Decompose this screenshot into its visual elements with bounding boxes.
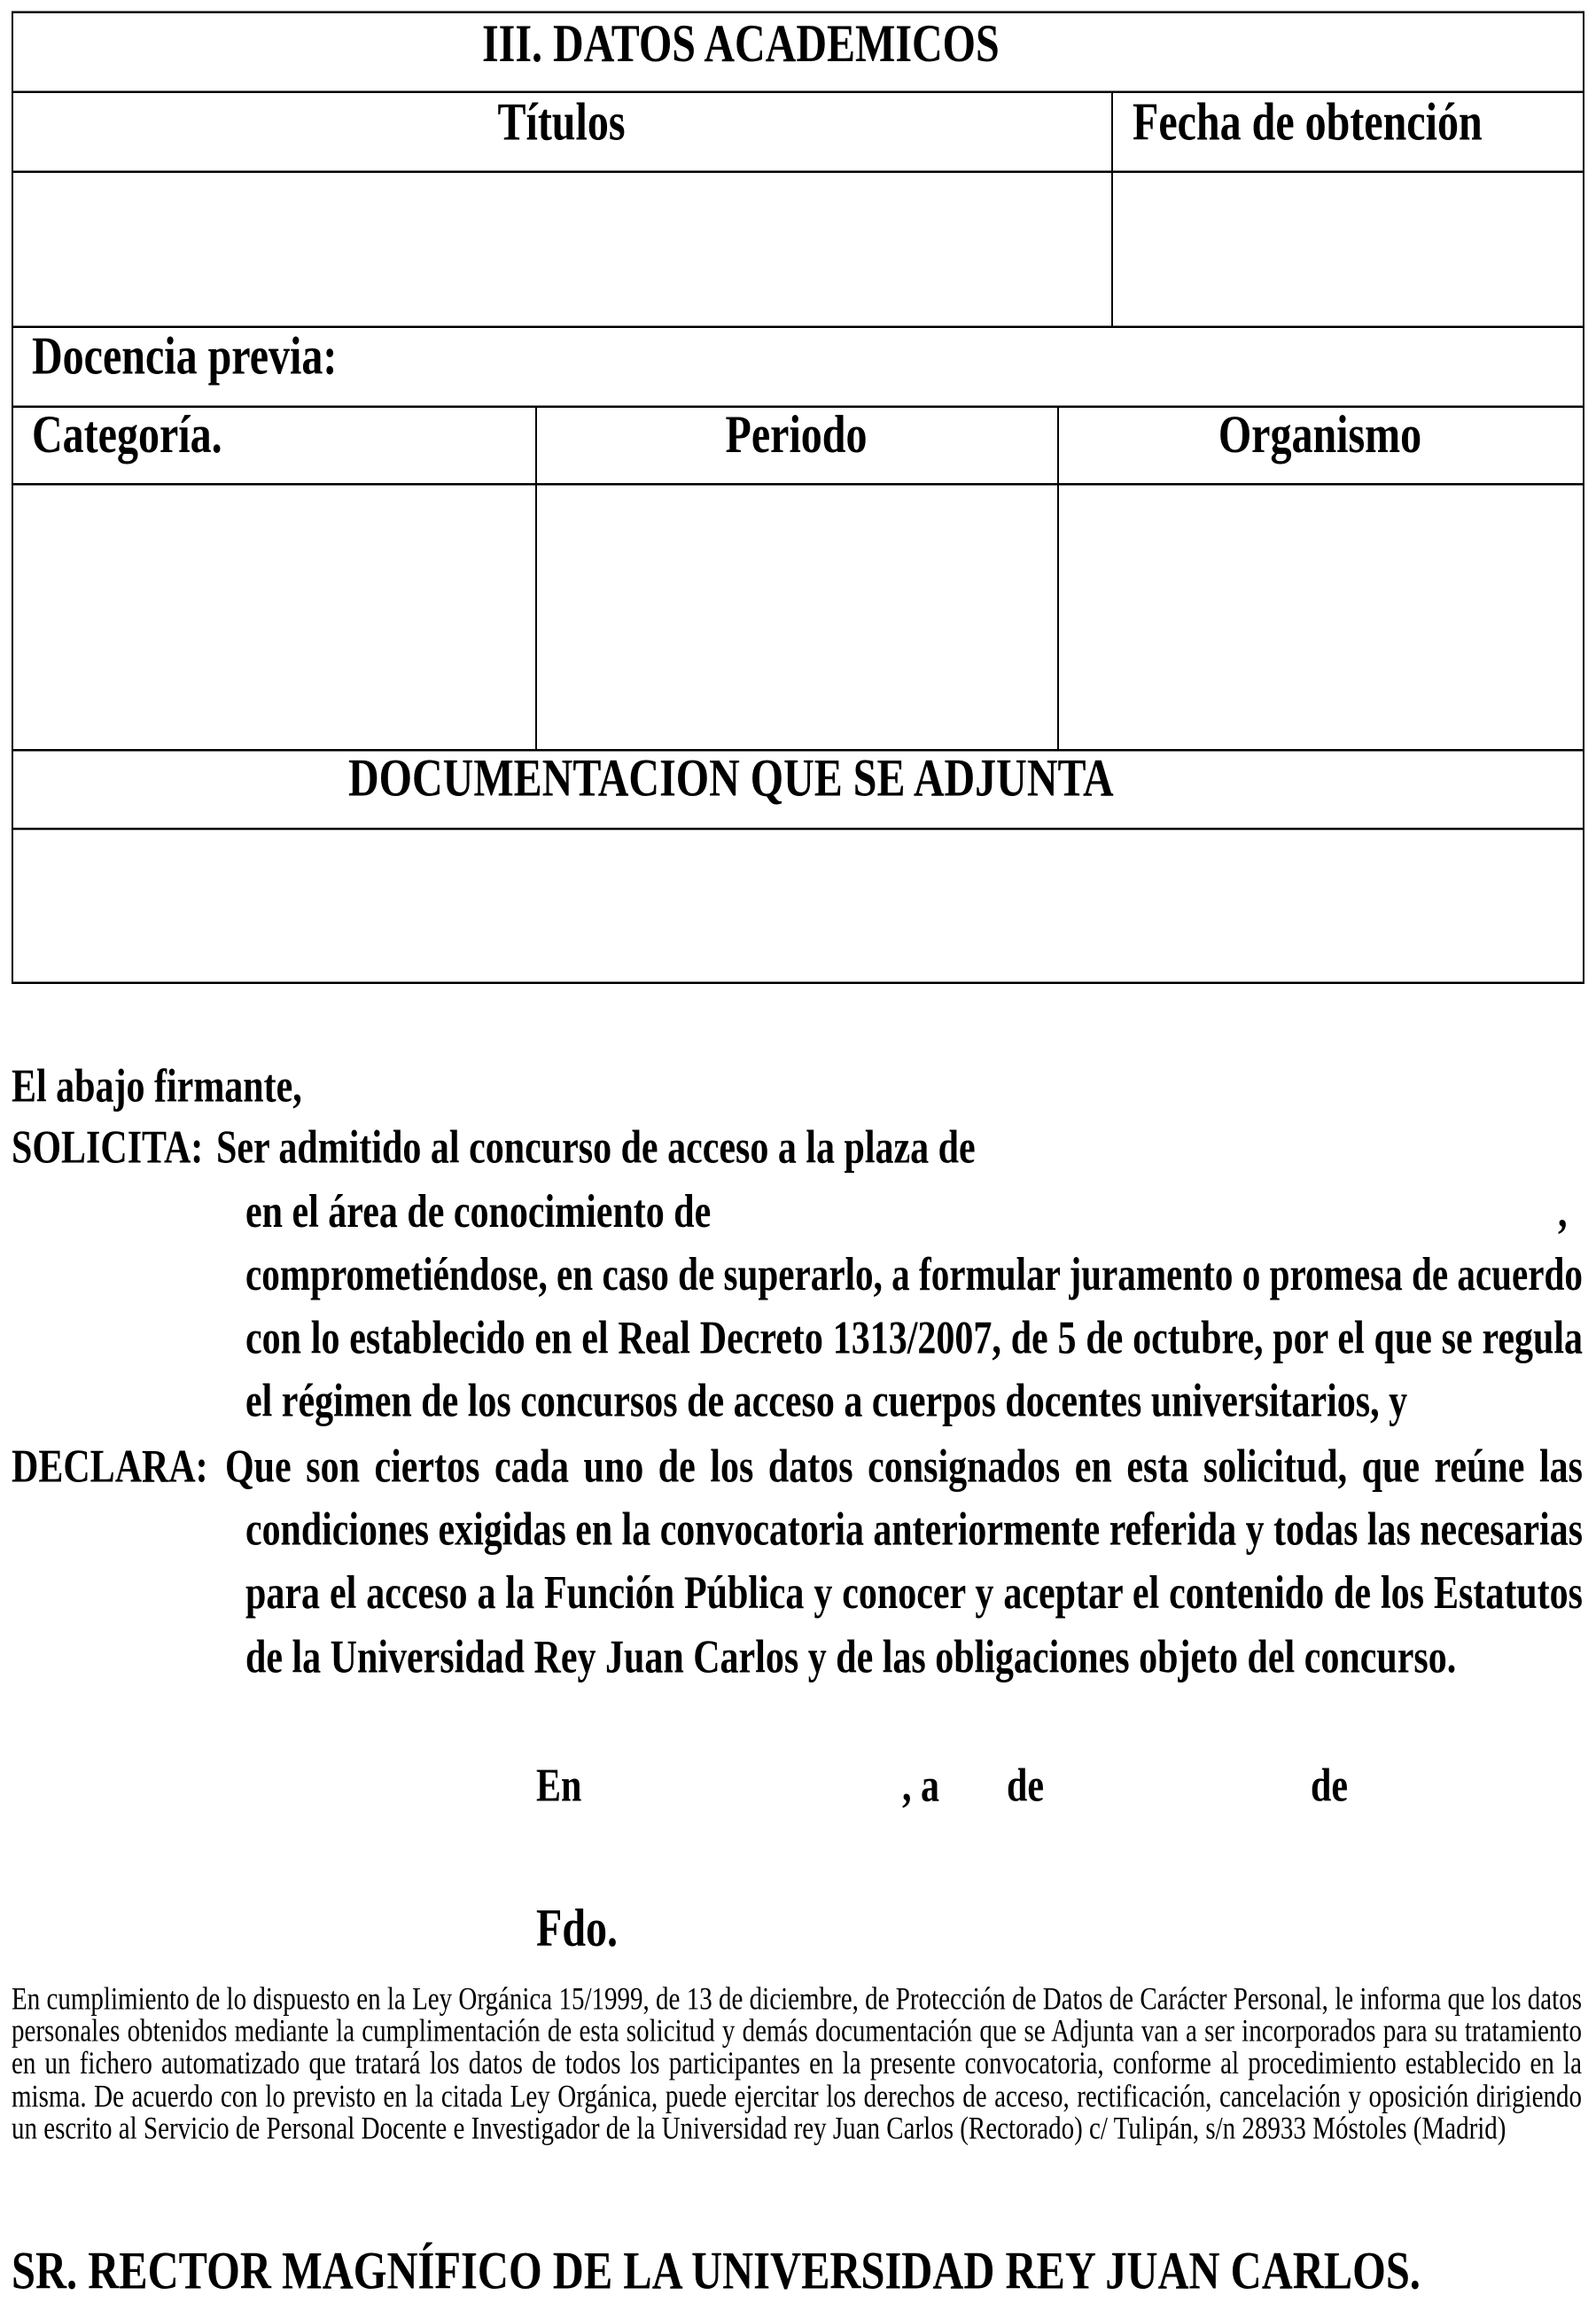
declara-label: DECLARA: (12, 1441, 208, 1493)
section-title: III. DATOS ACADEMICOS (482, 14, 1000, 74)
organism-field[interactable] (1059, 486, 1583, 750)
declara-text: de la Universidad Rey Juan Carlos y de las obligaciones objeto del concurso. (245, 1632, 1457, 1683)
solicita-text: con lo establecido en el Real Decreto 1313/2007, de 5 de octubre, por el que se regula (245, 1313, 1583, 1364)
declara-text: condiciones exigidas en la convocatoria anteriormente referida y todas las necesarias (245, 1504, 1583, 1556)
date-obtained-field[interactable] (1113, 173, 1583, 326)
intro-text: El abajo firmante, (12, 1061, 302, 1112)
comma: , (1558, 1186, 1568, 1238)
table-border (12, 982, 1584, 985)
signature-label: Fdo. (536, 1899, 619, 1958)
table-border (1583, 12, 1584, 985)
addressee: SR. RECTOR MAGNÍFICO DE LA UNIVERSIDAD REY JUAN CARLOS. (12, 2241, 1421, 2300)
solicita-text: el régimen de los concursos de acceso a cuerpos docentes universitarios, y (245, 1376, 1408, 1427)
solicita-text: Ser admitido al concurso de acceso a la plaza de (216, 1122, 976, 1174)
category-field[interactable] (13, 486, 535, 750)
year-label: de (1311, 1760, 1348, 1812)
period-field[interactable] (537, 486, 1057, 750)
documentation-title: DOCUMENTACION QUE SE ADJUNTA (348, 749, 1114, 808)
declara-text: Que son ciertos cada uno de los datos consignados en esta solicitud, que reúne las (225, 1441, 1583, 1493)
titles-header: Títulos (497, 93, 626, 152)
declara-text: para el acceso a la Función Pública y conocer y aceptar el contenido de los Estatutos (245, 1567, 1583, 1620)
day-label: , a (902, 1760, 939, 1812)
organism-header: Organismo (1218, 405, 1422, 465)
privacy-notice: En cumplimiento de lo dispuesto en la Ley Orgánica 15/1999, de 13 de diciembre, de Protección de Datos de Carácter Personal, le informa que los datos personales obtenidos mediante la cumplimentación de esta solicitud y demás documentación que se Adjunta van a ser incorporados para su tratamiento en un fichero automatizado que tratará los datos de todos los participantes en la presente convocatoria, conforme al procedimiento establecido en la misma. De acuerdo con lo previsto en la citada Ley Orgánica, puede ejercitar los derechos de acceso, rectificación, cancelación y oposición dirigiendo un escrito al Servicio de Personal Docente e Investigador de la Universidad rey Juan Carlos (Rectorado) c/ Tulipán, s/n 28933 Móstoles (Madrid) (12, 1981, 1582, 2147)
place-label: En (536, 1760, 582, 1812)
prior-teaching-label: Docencia previa: (32, 326, 338, 386)
month-label: de (1007, 1760, 1044, 1812)
category-header: Categoría. (32, 405, 222, 465)
documentation-field[interactable] (13, 830, 1583, 981)
date-obtained-header: Fecha de obtención (1133, 93, 1483, 152)
solicita-text: comprometiéndose, en caso de superarlo, a formular juramento o promesa de acuerdo (245, 1250, 1583, 1301)
solicita-text: en el área de conocimiento de (245, 1186, 712, 1238)
solicita-label: SOLICITA: (12, 1122, 204, 1174)
titles-field[interactable] (13, 173, 1111, 326)
period-header: Periodo (725, 405, 868, 465)
